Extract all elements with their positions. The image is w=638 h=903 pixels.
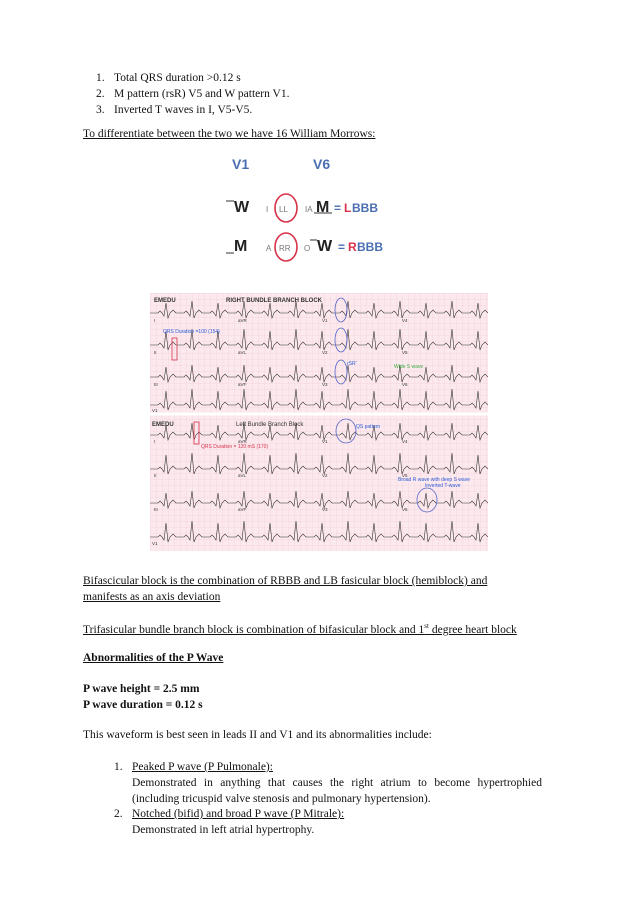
w-pattern-v6: W — [317, 238, 333, 255]
trifascicular-text: Trifasicular bundle branch block is combination of bifasicular block and 1st degree heart block — [83, 622, 517, 636]
differentiate-text: To differentiate between the two we have 16 William Morrows: — [83, 128, 376, 140]
best-seen-text: This waveform is best seen in leads II and V1 and its abnormalities include: — [83, 729, 432, 741]
equals-sign: = — [334, 201, 342, 215]
v6-label: V6 — [313, 156, 331, 172]
top-rsr: rSR' — [347, 361, 357, 367]
criteria-item: 1. Total QRS duration >0.12 s — [96, 72, 241, 84]
top-title: RIGHT BUNDLE BRANCH BLOCK — [226, 298, 322, 304]
ecg-lead-label: aVR — [238, 318, 247, 323]
letter-a: A — [266, 244, 272, 253]
ecg-lead-label: V2 — [322, 350, 328, 355]
ecg-lead-label: V3 — [322, 507, 328, 512]
ecg-lead-label: I — [154, 439, 156, 444]
section-heading: Abnormalities of the P Wave — [83, 652, 224, 664]
criteria-item: 2. M pattern (rsR) V5 and W pattern V1. — [96, 88, 290, 100]
bottom-inv: Inverted T-wave — [425, 483, 461, 489]
mnemonic-figure — [220, 150, 400, 270]
top-qrs: QRS Duration =100 (154) — [163, 329, 220, 335]
bifascicular-line2: manifests as an axis deviation — [83, 591, 221, 603]
bottom-qs: QS pattern — [356, 424, 381, 430]
ecg-lead-label: V5 — [402, 473, 408, 478]
ecg-lead-label: III — [154, 507, 158, 512]
bbb-label: BBB — [352, 201, 378, 215]
letter-l: L — [344, 201, 352, 215]
abnormality-item: 1. Peaked P wave (P Pulmonale): Demonstrated in anything that causes the right atrium to become hypertrophied (including tricuspid valve stenosis and pulmonary hypertension). — [114, 761, 542, 805]
letter-o: O — [304, 244, 311, 253]
ecg-lead-label: aVL — [238, 350, 247, 355]
ecg-image — [150, 293, 488, 551]
m-pattern-v1: M — [234, 238, 248, 255]
ecg-lead-label: II — [154, 350, 157, 355]
ecg-lead-label: aVL — [238, 473, 247, 478]
ecg-lead-label: V3 — [322, 382, 328, 387]
bottom-broad: Broad R wave with deep S wave — [398, 477, 470, 483]
p-wave-duration: P wave duration = 0.12 s — [83, 699, 203, 711]
ecg-lead-label: V4 — [402, 318, 408, 323]
v1-label: V1 — [232, 156, 250, 172]
ecg-lead-label: V6 — [402, 382, 408, 387]
bottom-qrs: QRS Duration = 120 mS (170) — [201, 444, 269, 450]
ecg-lead-label: V2 — [322, 473, 328, 478]
p-wave-height: P wave height = 2.5 mm — [83, 683, 200, 695]
ecg-lead-label: V6 — [402, 507, 408, 512]
m-pattern-v6: M — [316, 199, 330, 216]
bottom-brand: EMEDU — [152, 422, 174, 428]
letter-i: I — [266, 205, 269, 214]
ecg-lead-label: III — [154, 382, 158, 387]
letter-r: R — [348, 240, 357, 254]
ecg-lead-label: V4 — [402, 439, 408, 444]
ecg-lead-label: aVR — [238, 439, 247, 444]
ecg-lead-label: V1 — [322, 318, 328, 323]
ecg-lead-label: aVF — [238, 507, 247, 512]
ecg-lead-label: V1 — [152, 541, 158, 546]
ecg-lead-label: V5 — [402, 350, 408, 355]
ecg-lead-label: II — [154, 473, 157, 478]
bifascicular-line1: Bifascicular block is the combination of RBBB and LB fasicular block (hemiblock) and — [83, 575, 488, 587]
equals-sign: = — [338, 240, 346, 254]
top-wide-s: Wide S wave — [394, 364, 424, 370]
ecg-lead-label: V1 — [322, 439, 328, 444]
top-brand: EMEDU — [154, 298, 176, 304]
bottom-title: Left Bundle Branch Block — [236, 422, 304, 428]
letter-ll: LL — [279, 205, 288, 214]
ecg-lead-label: aVF — [238, 382, 247, 387]
ecg-lead-label: V1 — [152, 408, 158, 413]
ecg-lead-label: I — [154, 318, 156, 323]
criteria-item: 3. Inverted T waves in I, V5-V5. — [96, 104, 253, 116]
w-pattern-v1: W — [234, 199, 250, 216]
letter-ia: IA — [305, 205, 313, 214]
abnormality-item: 2. Notched (bifid) and broad P wave (P Mitrale): Demonstrated in left atrial hypertrophy. — [114, 808, 345, 836]
letter-rr: RR — [279, 244, 291, 253]
bbb-label: BBB — [357, 240, 383, 254]
